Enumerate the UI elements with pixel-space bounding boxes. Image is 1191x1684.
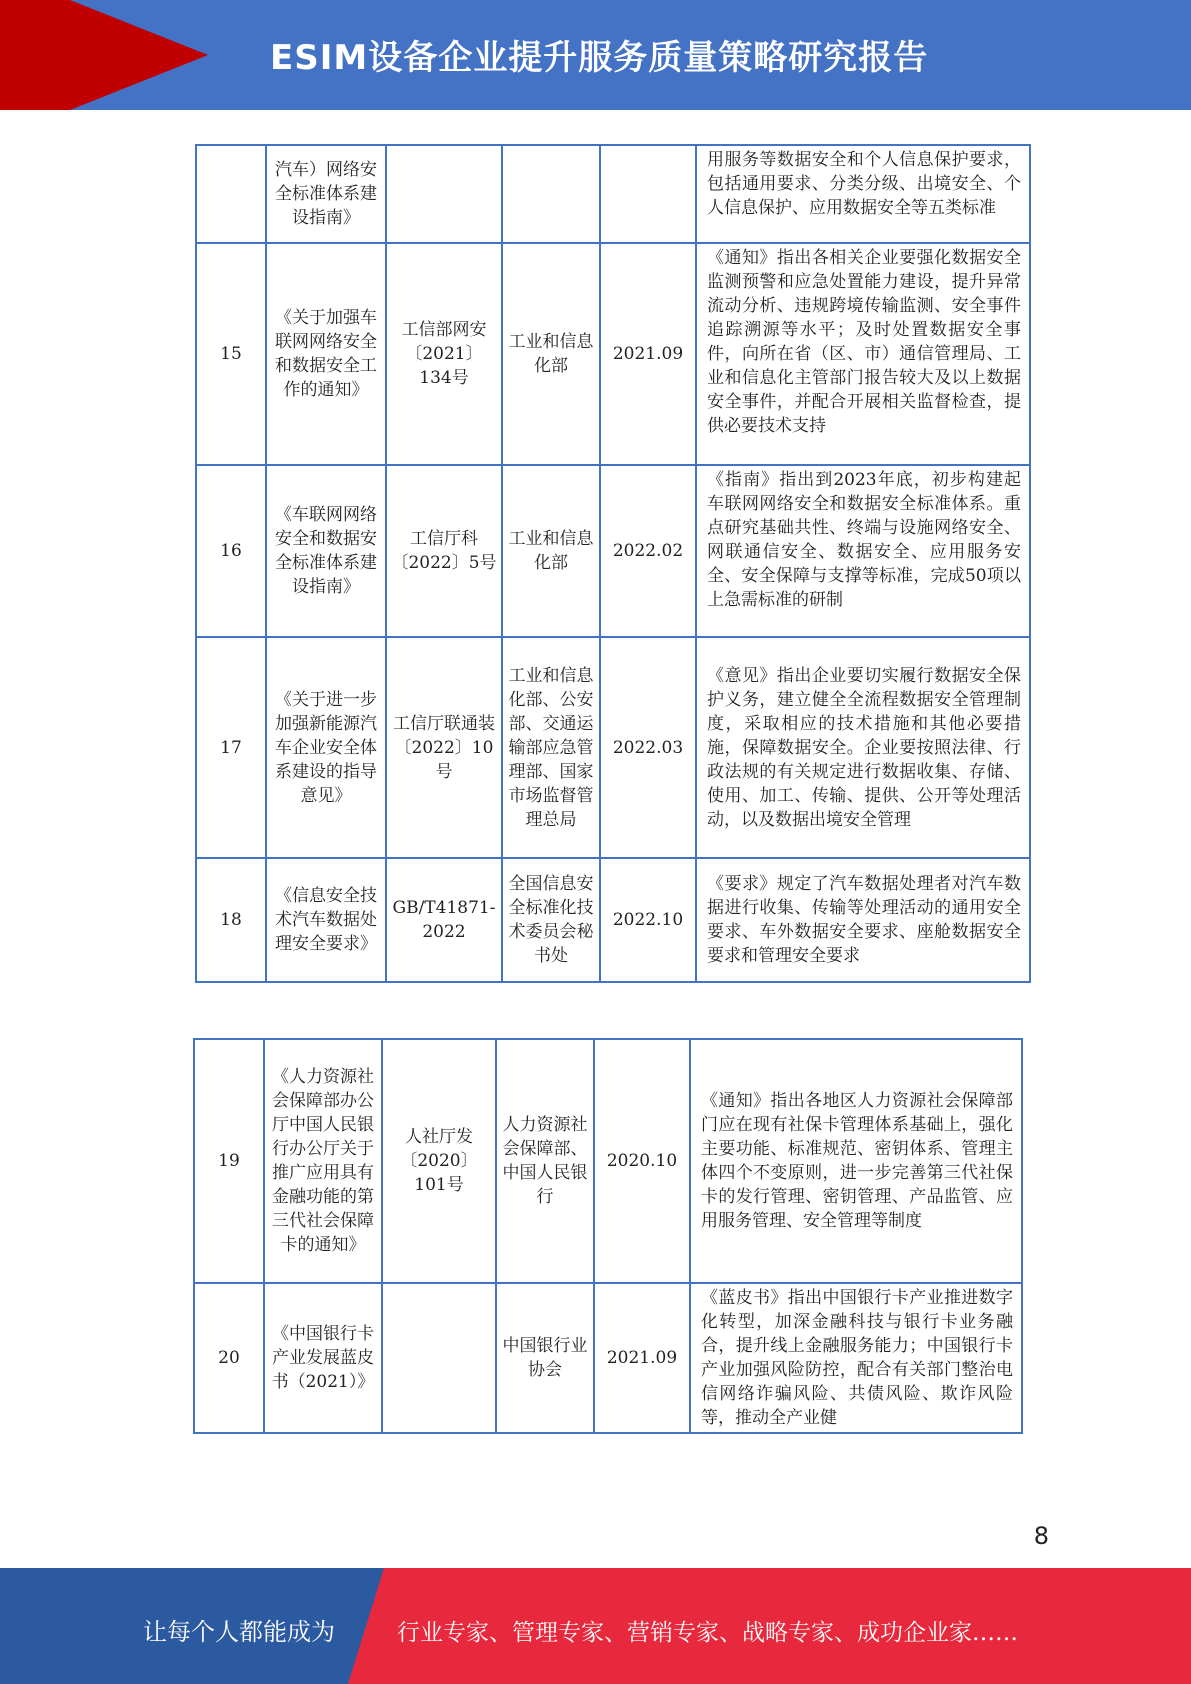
table-row	[196, 145, 1030, 243]
header-chevron	[70, 0, 208, 110]
policy-name: 汽车）网络安全标准体系建设指南》	[266, 145, 386, 243]
report-title: ESIM设备企业提升服务质量策略研究报告	[270, 38, 929, 78]
row-number: 16	[196, 465, 266, 637]
policy-description: 《通知》指出各地区人力资源社会保障部门应在现有社保卡管理体系基础上，强化主要功能、标准规范、密钥体系、管理主体四个不变原则，进一步完善第三代社保卡的发行管理、密钥管理、产品监管、应用服务管理、安全管理等制度	[690, 1039, 1022, 1283]
document-number: 工信厅科〔2022〕5号	[386, 465, 502, 637]
policy-name: 《中国银行卡产业发展蓝皮书（2021）》	[264, 1283, 382, 1433]
row-number: 19	[194, 1039, 264, 1283]
footer-blue-slant	[348, 1568, 384, 1684]
policy-description: 用服务等数据安全和个人信息保护要求，包括通用要求、分类分级、出境安全、个人信息保护、应用数据安全等五类标准	[696, 145, 1030, 243]
policy-name: 《关于加强车联网网络安全和数据安全工作的通知》	[266, 243, 386, 465]
issue-date: 2020.10	[594, 1039, 690, 1283]
document-number: GB/T41871-2022	[386, 858, 502, 982]
policy-name: 《车联网网络安全和数据安全标准体系建设指南》	[266, 465, 386, 637]
policy-description: 《要求》规定了汽车数据处理者对汽车数据进行收集、传输等处理活动的通用安全要求、车外数据安全要求、座舱数据安全要求和管理安全要求	[696, 858, 1030, 982]
table-row	[194, 1039, 1022, 1283]
issue-date: 2021.09	[600, 243, 696, 465]
table-row	[196, 637, 1030, 858]
issuing-authority: 工业和信息化部	[502, 243, 600, 465]
document-number: 工信厅联通装〔2022〕10号	[386, 637, 502, 858]
policy-description: 《通知》指出各相关企业要强化数据安全监测预警和应急处置能力建设，提升异常流动分析、违规跨境传输监测、安全事件追踪溯源等水平；及时处置数据安全事件，向所在省（区、市）通信管理局、工业和信息化主管部门报告较大及以上数据安全事件，并配合开展相关监督检查，提供必要技术支持	[696, 243, 1030, 465]
header-red-block	[0, 0, 70, 110]
document-number: 工信部网安〔2021〕134号	[386, 243, 502, 465]
issuing-authority	[502, 145, 600, 243]
row-number: 15	[196, 243, 266, 465]
policy-name: 《关于进一步加强新能源汽车企业安全体系建设的指导意见》	[266, 637, 386, 858]
document-number: 人社厅发〔2020〕101号	[382, 1039, 496, 1283]
issuing-authority: 工业和信息化部	[502, 465, 600, 637]
table-row	[194, 1283, 1022, 1433]
footer-slogan-left: 让每个人都能成为	[143, 1618, 335, 1646]
page-footer	[0, 1568, 1191, 1684]
policy-description: 《蓝皮书》指出中国银行卡产业推进数字化转型，加深金融科技与银行卡业务融合，提升线上金融服务能力；中国银行卡产业加强风险防控，配合有关部门整治电信网络诈骗风险、共债风险、欺诈风险等，推动全产业健	[690, 1283, 1022, 1433]
table-row	[196, 243, 1030, 465]
page-number: 8	[1033, 1522, 1049, 1550]
issuing-authority: 工业和信息化部、公安部、交通运输部应急管理部、国家市场监督管理总局	[502, 637, 600, 858]
row-number: 18	[196, 858, 266, 982]
document-number	[386, 145, 502, 243]
issue-date: 2022.02	[600, 465, 696, 637]
row-number	[196, 145, 266, 243]
issue-date: 2021.09	[594, 1283, 690, 1433]
policy-description: 《指南》指出到2023年底，初步构建起车联网网络安全和数据安全标准体系。重点研究基础共性、终端与设施网络安全、网联通信安全、数据安全、应用服务安全、安全保障与支撑等标准，完成50项以上急需标准的研制	[696, 465, 1030, 637]
footer-slogan-right: 行业专家、管理专家、营销专家、战略专家、成功企业家……	[397, 1620, 1018, 1646]
table-row	[196, 465, 1030, 637]
page-header	[0, 0, 1191, 110]
issue-date: 2022.10	[600, 858, 696, 982]
policy-table-bottom	[193, 1038, 1023, 1434]
policy-description: 《意见》指出企业要切实履行数据安全保护义务，建立健全全流程数据安全管理制度，采取相应的技术措施和其他必要措施，保障数据安全。企业要按照法律、行政法规的有关规定进行数据收集、存储、使用、加工、传输、提供、公开等处理活动，以及数据出境安全管理	[696, 637, 1030, 858]
issuing-authority: 全国信息安全标准化技术委员会秘书处	[502, 858, 600, 982]
policy-name: 《人力资源社会保障部办公厅中国人民银行办公厅关于推广应用具有金融功能的第三代社会保障卡的通知》	[264, 1039, 382, 1283]
row-number: 20	[194, 1283, 264, 1433]
issuing-authority: 中国银行业协会	[496, 1283, 594, 1433]
document-number	[382, 1283, 496, 1433]
issuing-authority: 人力资源社会保障部、中国人民银行	[496, 1039, 594, 1283]
row-number: 17	[196, 637, 266, 858]
policy-name: 《信息安全技术汽车数据处理安全要求》	[266, 858, 386, 982]
table-row	[196, 858, 1030, 982]
issue-date	[600, 145, 696, 243]
policy-table-top	[195, 144, 1031, 983]
issue-date: 2022.03	[600, 637, 696, 858]
